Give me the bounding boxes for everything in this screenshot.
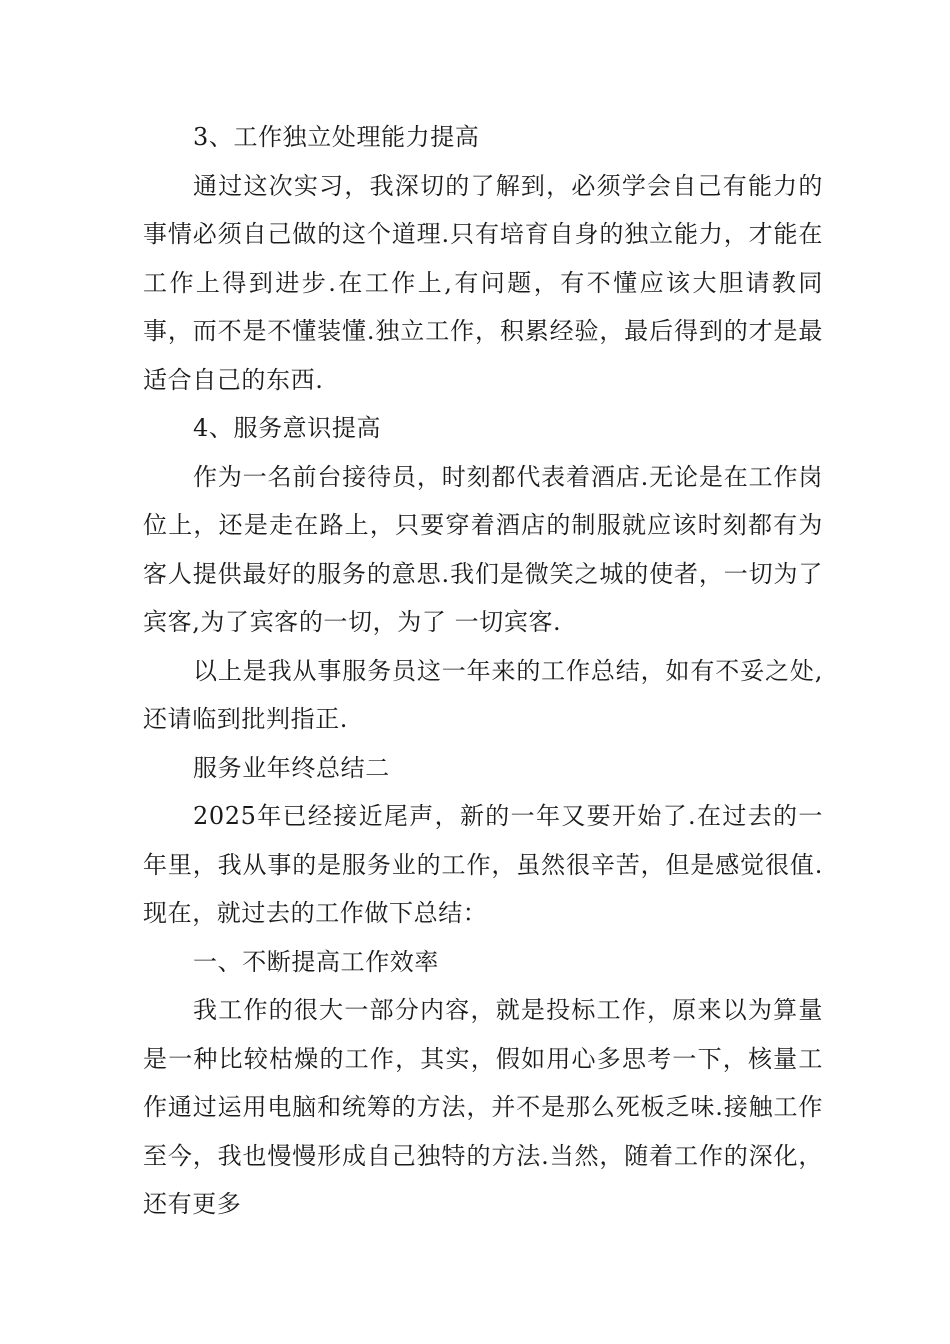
paragraph-independence: 通过这次实习，我深切的了解到，必须学会自己有能力的事情必须自己做的这个道理.只有培育自身的独立能力，才能在工作上得到进步.在工作上,有问题，有不懂应该大胆请教同事，而不是不懂装懂.独立工作，积累经验，最后得到的才是最适合自己的东西. [143, 171, 823, 394]
paragraph-closing: 以上是我从事服务员这一年来的工作总结，如有不妥之处,还请临到批判指正. [143, 656, 823, 733]
paragraph-efficiency: 我工作的很大一部分内容，就是投标工作，原来以为算量是一种比较枯燥的工作，其实，假如用心多思考一下，核量工作通过运用电脑和统筹的方法，并不是那么死板乏味.接触工作至今，我也慢慢形成自己独特的方法.当然，随着工作的深化，还有更多 [143, 996, 823, 1218]
document-body [143, 113, 823, 1229]
paragraph-service-awareness: 作为一名前台接待员，时刻都代表着酒店.无论是在工作岗位上，还是走在路上，只要穿着酒店的制服就应该时刻都有为客人提供最好的服务的意思.我们是微笑之城的使者，一切为了宾客,为了宾客的一切，为了 一切宾客. [143, 462, 823, 636]
section-heading-4: 4、服务意识提高 [193, 414, 382, 442]
document-title-two: 服务业年终总结二 [193, 753, 390, 782]
paragraph-intro: 2025年已经接近尾声，新的一年又要开始了.在过去的一年里，我从事的是服务业的工作，虽然很辛苦，但是感觉很值.现在，就过去的工作做下总结： [143, 802, 823, 927]
section-heading-one: 一、不断提高工作效率 [193, 947, 439, 976]
section-heading-3: 3、工作独立处理能力提高 [193, 123, 480, 151]
